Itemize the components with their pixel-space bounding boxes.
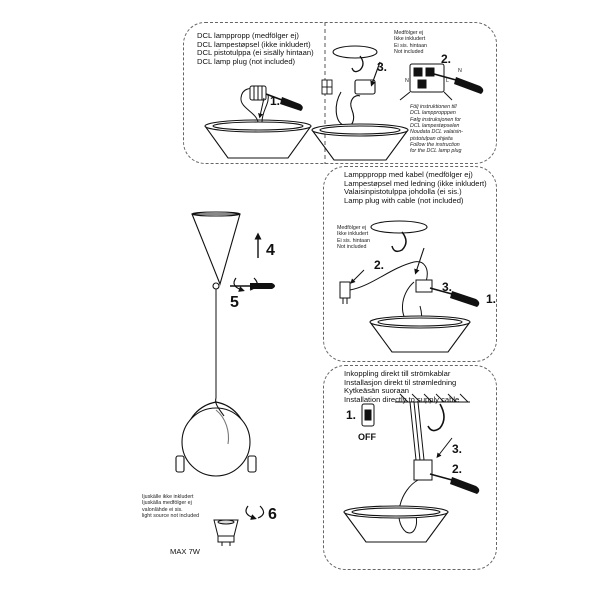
text-line: Ei sis. hintaan <box>337 237 370 244</box>
panel-lamp-plug-with-cable-text <box>344 171 487 206</box>
not-included-note <box>337 225 370 250</box>
terminal-letter: L <box>446 78 449 84</box>
terminal-letter: N <box>405 78 409 84</box>
text-line: for the DCL lamp plug <box>410 148 462 155</box>
step-1-label: 1. <box>346 408 357 422</box>
text-line: Ijuskälla medfölger ej <box>142 500 192 507</box>
terminal-letter: N <box>458 68 462 74</box>
follow-instructions-note <box>410 104 463 155</box>
text-line: DCL lamppropppen <box>410 110 456 117</box>
text-line: Følg instruksjonen for <box>410 116 461 123</box>
top-right-shade-illustration <box>312 124 408 160</box>
ceiling-hook-icon <box>428 404 452 456</box>
step-6-label: 6 <box>268 506 277 523</box>
screwdriver-icon <box>430 288 479 307</box>
step-3-label: 3. <box>442 280 453 294</box>
step-4-label: 4 <box>266 242 275 259</box>
mid-shade-illustration <box>370 316 470 352</box>
text-line: Valaisinpistotulppa johdolla (ei sis.) <box>344 187 462 197</box>
panel-dcl-lamp-plug-text <box>197 32 314 67</box>
step-3-label: 3. <box>377 60 388 74</box>
top-left-shade-illustration <box>205 120 311 158</box>
light-switch-off-icon <box>362 404 374 426</box>
text-line: DCL lamppropp (medfölger ej) <box>197 31 299 40</box>
text-line: Följ instruktionen till <box>410 104 457 110</box>
text-line: Lamp plug with cable (not included) <box>344 196 464 206</box>
max-power-label: MAX 7W <box>170 547 200 556</box>
step-1-label: 1. <box>270 94 281 108</box>
text-line: Not included <box>394 49 424 56</box>
text-line: DCL lampestøpsel (ikke inkludert) <box>197 39 311 49</box>
text-line: Medfölger ej <box>394 30 424 36</box>
step-2-label: 2. <box>374 258 385 272</box>
text-line: Ijuskälle ikke inkludert <box>142 494 194 500</box>
bulb-not-included-note <box>142 494 199 519</box>
dcl-plug-wiring-left <box>241 86 268 122</box>
text-line: Ei sis. hintaan <box>394 42 427 49</box>
step-1-label: 1. <box>486 292 497 306</box>
text-line: Medfölger ej <box>337 225 367 231</box>
text-line: Kytkeäsän suoraan <box>344 386 410 396</box>
ceiling-rose-illustration <box>325 22 380 164</box>
text-line: Ikke inkludert <box>337 231 369 238</box>
step-2-label: 2. <box>452 462 463 476</box>
text-line: Inkoppling direkt till strömkablar <box>344 369 451 378</box>
off-label: OFF <box>358 432 376 442</box>
bottom-shade-illustration <box>344 506 448 542</box>
text-line: Lampestøpsel med ledning (ikke inkludert) <box>344 178 487 188</box>
text-line: Not included <box>337 244 367 251</box>
step-2-label: 2. <box>441 52 452 66</box>
text-line: DCL pistotulppa (ei sisälly hintaan) <box>197 48 314 58</box>
gu10-bulb-icon <box>214 520 238 546</box>
text-line: light source not included <box>142 513 200 520</box>
text-line: valonlähde ei sis. <box>142 506 183 513</box>
wire-connector-block-small <box>322 80 332 94</box>
step-3-label: 3. <box>452 442 463 456</box>
screwdriver-icon <box>430 474 479 494</box>
text-line: Follow the instruction <box>410 142 460 149</box>
text-line: DCL lamp plug (not included) <box>197 57 296 67</box>
not-included-note <box>394 30 427 55</box>
text-line: pistotulpan ohjeita <box>410 135 453 142</box>
panel-direct-supply-cable-text <box>344 370 459 405</box>
text-line: Ikke inkludert <box>394 36 426 43</box>
text-line: Installasjon direkt til strømledning <box>344 377 457 387</box>
text-line: Noudata DCL valaisin- <box>410 129 463 136</box>
text-line: Lampppropp med kabel (medfölger ej) <box>344 170 473 179</box>
text-line: Installation directly to supply cable <box>344 395 460 405</box>
text-line: DCL lampestøpselen <box>410 123 460 130</box>
rotate-arrow-icon <box>246 506 264 518</box>
pendant-lamp-illustration <box>176 212 256 476</box>
step-5-label: 5 <box>230 294 239 311</box>
